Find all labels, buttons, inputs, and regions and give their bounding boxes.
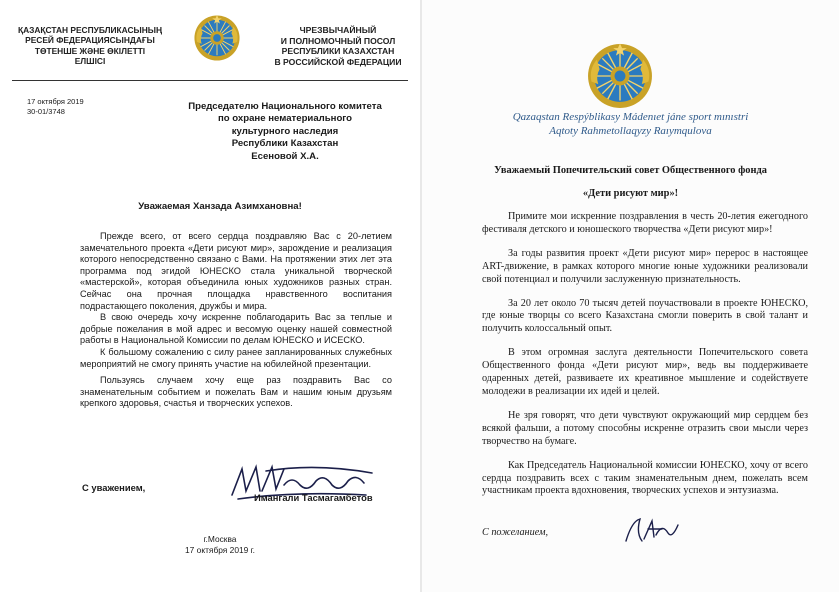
body-paragraph: За годы развития проект «Дети рисуют мир» перерос в настоящее ART-движение, в рамках которого многие юные художники реализовали свой потенциал и получили заслуженную признательность.	[482, 247, 808, 285]
letter-body	[80, 231, 392, 410]
closing: С пожеланием,	[482, 527, 549, 538]
body-paragraph: Прежде всего, от всего сердца поздравляю Вас с 20-летием замечательного проекта «Дети рисуют мир», зарождение и реализация которого непосредственно связано с Вами. На протяжении этих лет эта программа под эгидой ЮНЕСКО стала уникальной творческой «мастерской», которая объединила юных художников разных стран. Сейчас она прочная площадка нравственного воспитания подрастающего поколения, дружбы и мира.	[80, 231, 392, 311]
salutation-line-2: «Дети рисуют мир»!	[582, 188, 679, 199]
letter-body	[482, 211, 808, 509]
body-paragraph: В этом огромная заслуга деятельности Попечительского совета Общественного фонда «Дети рисуют мир», ведь вы поддерживаете одаренных детей, развиваете их креативное мышление и содействуете молодежи в реализации их идей и целей.	[482, 347, 808, 397]
body-paragraph: К большому сожалению с силу ранее запланированных служебных мероприятий не смогу принять участие на юбилейной презентации.	[80, 346, 392, 369]
letter-date-block	[27, 97, 84, 117]
salutation-line-1: Уважаемый Попечительский совет Общественного фонда	[494, 165, 767, 176]
letterhead-kazakh: ҚАЗАҚСТАН РЕСПУБЛИКАСЫНЫҢ РЕСЕЙ ФЕДЕРАЦИЯСЫНДАҒЫ ТӨТЕНШЕ ЖӘНЕ ӨКІЛЕТТІ ЕЛШІСІ	[17, 25, 163, 67]
body-paragraph: Пользуясь случаем хочу еще раз поздравить Вас со знаменательным событием и пожелать Вам и нашим юным друзьям крепкого здоровья, счастья и творческих успехов.	[80, 375, 392, 409]
letterhead-divider	[12, 80, 408, 81]
minister-name: Aqtoty Rahmetollaqyzy Raıymqulova	[549, 125, 712, 137]
letterhead-russian: ЧРЕЗВЫЧАЙНЫЙ И ПОЛНОМОЧНЫЙ ПОСОЛ РЕСПУБЛИКИ КАЗАХСТАН В РОССИЙСКОЙ ФЕДЕРАЦИИ	[274, 25, 402, 67]
state-emblem-icon	[586, 42, 654, 110]
closing: С уважением,	[82, 482, 146, 493]
body-paragraph: Не зря говорят, что дети чувствуют окружающий мир сердцем без всякой фальши, а потому способны искренне отразить свои мысли через творчество на бумаге.	[482, 409, 808, 447]
body-paragraph: Как Председатель Национальной комиссии ЮНЕСКО, хочу от всего сердца поздравить всех с таким знаменательным днем, пожелать всем участникам проекта вдохновения, творческих успехов и энтузиазма.	[482, 459, 808, 497]
signatory-name: Имангали Тасмагамбетов	[254, 492, 373, 503]
addressee-block: Председателю Национального комитета по охране нематериального культурного наследия Республики Казахстан Есеновой Х.А.	[188, 101, 382, 162]
body-paragraph: За 20 лет около 70 тысяч детей поучаствовали в проекте ЮНЕСКО, где юные творцы со всего Казахстана смогли поверить в свой талант и получить колоссальный опыт.	[482, 297, 808, 335]
reference-number: 30-01/3748	[27, 107, 65, 116]
state-emblem-icon	[193, 14, 241, 62]
place-and-date: г.Москва 17 октября 2019 г.	[185, 534, 255, 555]
letter-date: 17 октября 2019	[27, 97, 84, 106]
body-paragraph: Примите мои искренние поздравления в честь 20-летия ежегодного фестиваля детского и юношеского творчества «Дети рисуют мир»!	[482, 211, 808, 235]
minister-title: Qazaqstan Respýblikasy Mádenıet jáne sport mınıstri	[512, 111, 749, 123]
body-paragraph: В свою очередь хочу искренне поблагодарить Вас за теплые и добрые пожелания в мой адрес и весомую оценку нашей совместной работы в Национальной Комиссии по делам ЮНЕСКО и ИСЕСКО.	[80, 312, 392, 346]
signature-image	[622, 515, 682, 547]
minister-letter	[422, 0, 839, 592]
salutation: Уважаемая Ханзада Азимхановна!	[138, 201, 302, 212]
